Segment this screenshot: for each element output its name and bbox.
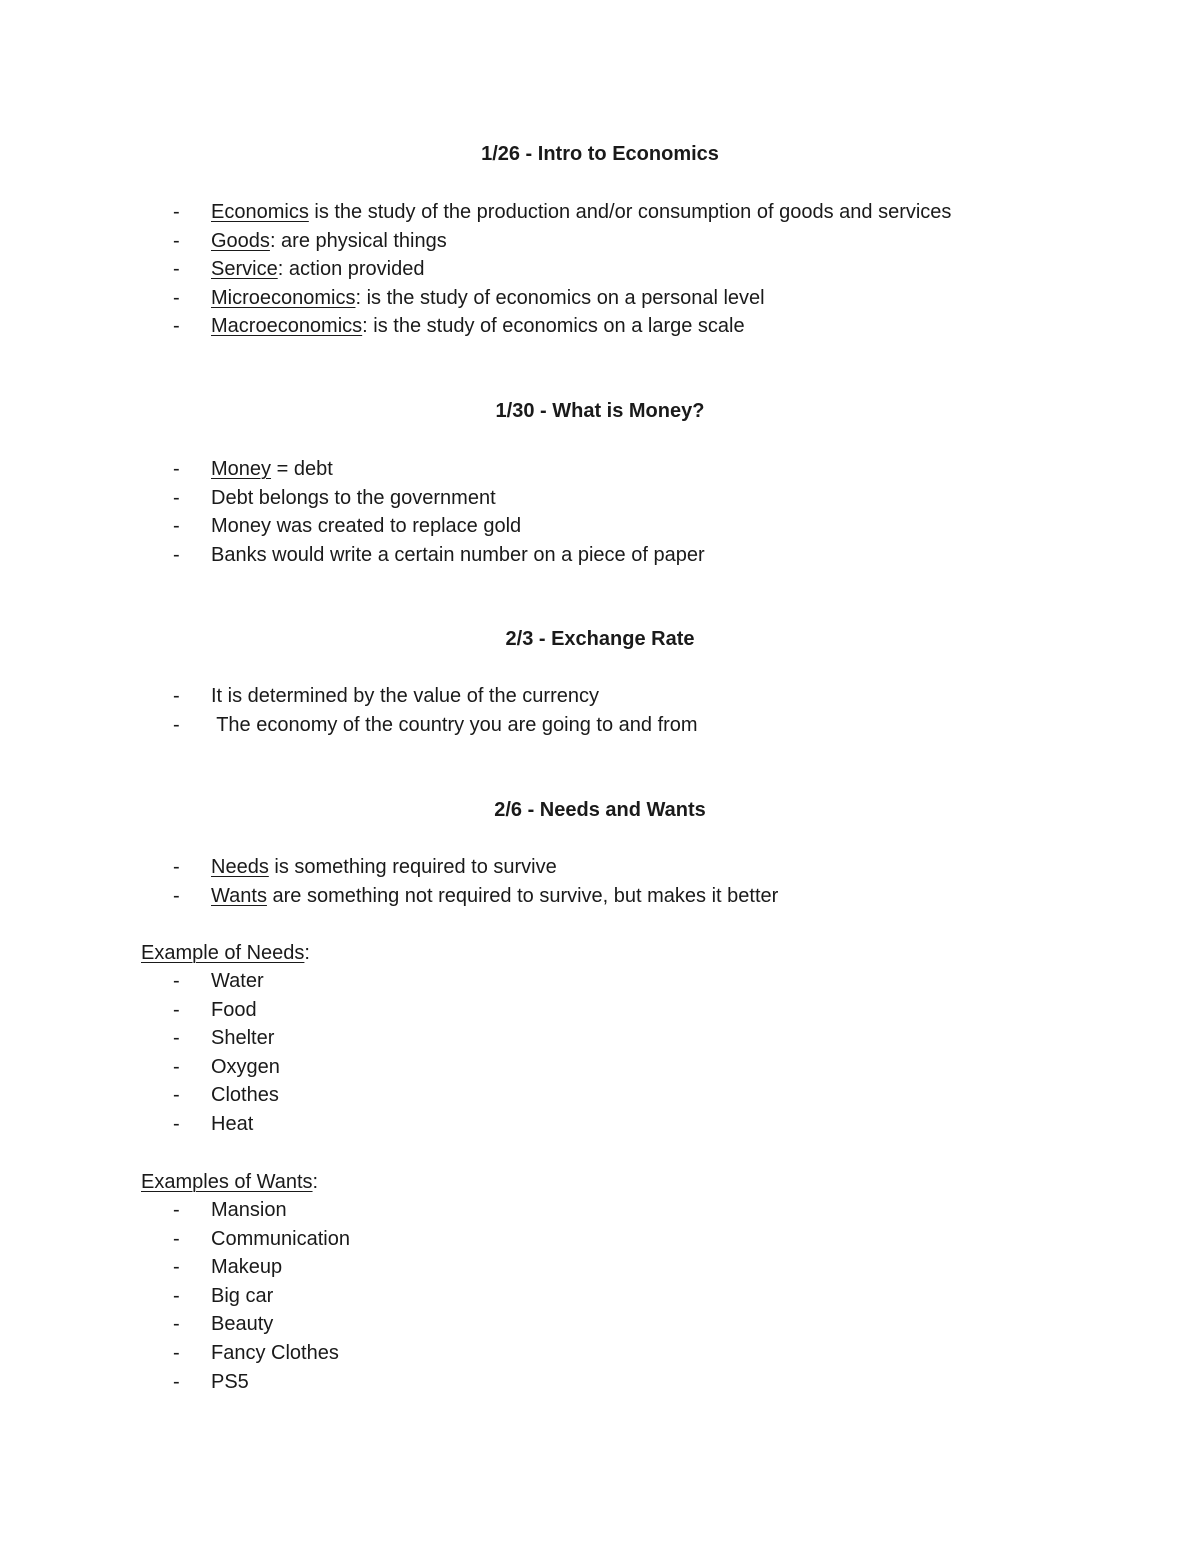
bullet-dash: -	[173, 1227, 180, 1250]
term-macroeconomics: Macroeconomics	[211, 315, 363, 338]
need-item: Clothes	[211, 1084, 279, 1107]
bullet-dash: -	[173, 884, 180, 907]
need-item: Heat	[211, 1112, 254, 1135]
item-text: Money was created to replace gold	[211, 515, 522, 538]
section-heading-needs-wants: 2/6 - Needs and Wants	[494, 799, 706, 821]
definition-text: : action provided	[277, 258, 425, 281]
bullet-dash: -	[173, 286, 180, 309]
term-goods: Goods	[211, 229, 270, 252]
bullet-dash: -	[173, 543, 180, 566]
definition-text: : are physical things	[269, 229, 447, 252]
needs-label-colon: :	[304, 942, 310, 964]
bullet-dash: -	[173, 856, 180, 878]
bullet-dash: -	[173, 970, 180, 992]
bullet-dash: -	[173, 1341, 180, 1364]
bullet-dash: -	[173, 1027, 180, 1050]
wants-label-text: Examples of Wants	[141, 1171, 313, 1193]
bullet-dash: -	[173, 685, 180, 707]
bullet-dash: -	[173, 998, 180, 1021]
definition-text: : is the study of economics on a large scale	[362, 315, 745, 338]
need-item: Food	[211, 998, 257, 1021]
definition-text: : is the study of economics on a personal level	[355, 286, 765, 309]
term-economics: Economics	[211, 201, 309, 223]
bullet-dash: -	[173, 1112, 180, 1135]
bullet-dash: -	[173, 713, 180, 736]
want-item: Mansion	[211, 1199, 287, 1221]
term-wants: Wants	[211, 884, 267, 907]
needs-label-text: Example of Needs	[141, 942, 305, 964]
section-heading-intro: 1/26 - Intro to Economics	[481, 143, 719, 165]
wants-examples-label	[141, 1168, 318, 1196]
want-item: Big car	[211, 1284, 274, 1307]
term-money: Money	[211, 458, 272, 480]
need-item: Water	[211, 970, 264, 992]
bullet-dash: -	[173, 1313, 180, 1336]
definition-text: is something required to survive	[268, 856, 557, 878]
term-service: Service	[211, 258, 278, 281]
bullet-dash: -	[173, 1084, 180, 1107]
section-heading-exchange-rate: 2/3 - Exchange Rate	[505, 628, 695, 650]
want-item: Beauty	[211, 1313, 274, 1336]
wants-label-colon: :	[312, 1171, 319, 1193]
item-text: The economy of the country you are going to and from	[211, 713, 698, 736]
bullet-dash: -	[173, 1370, 180, 1393]
want-item: Fancy Clothes	[211, 1341, 339, 1364]
bullet-dash: -	[173, 315, 180, 338]
want-item: Communication	[211, 1227, 350, 1250]
want-item: PS5	[211, 1370, 249, 1393]
bullet-dash: -	[173, 515, 180, 538]
definition-text: = debt	[271, 458, 333, 480]
bullet-dash: -	[173, 1199, 180, 1221]
bullet-dash: -	[173, 486, 180, 509]
item-text: Debt belongs to the government	[211, 486, 496, 509]
bullet-dash: -	[173, 458, 180, 480]
bullet-dash: -	[173, 1256, 180, 1279]
needs-examples-label	[141, 939, 310, 967]
bullet-dash: -	[173, 201, 180, 223]
bullet-dash: -	[173, 258, 180, 281]
term-microeconomics: Microeconomics	[211, 286, 356, 309]
section-heading-money: 1/30 - What is Money?	[495, 400, 705, 422]
bullet-dash: -	[173, 1284, 180, 1307]
item-text: Banks would write a certain number on a piece of paper	[211, 543, 705, 566]
want-item: Makeup	[211, 1256, 283, 1279]
definition-text: is the study of the production and/or consumption of goods and services	[308, 201, 952, 223]
bullet-dash: -	[173, 1055, 180, 1078]
definition-text: are something not required to survive, but makes it better	[266, 884, 779, 907]
term-needs: Needs	[211, 856, 269, 878]
need-item: Shelter	[211, 1027, 275, 1050]
need-item: Oxygen	[211, 1055, 280, 1078]
bullet-dash: -	[173, 229, 180, 252]
item-text: It is determined by the value of the currency	[211, 685, 599, 707]
